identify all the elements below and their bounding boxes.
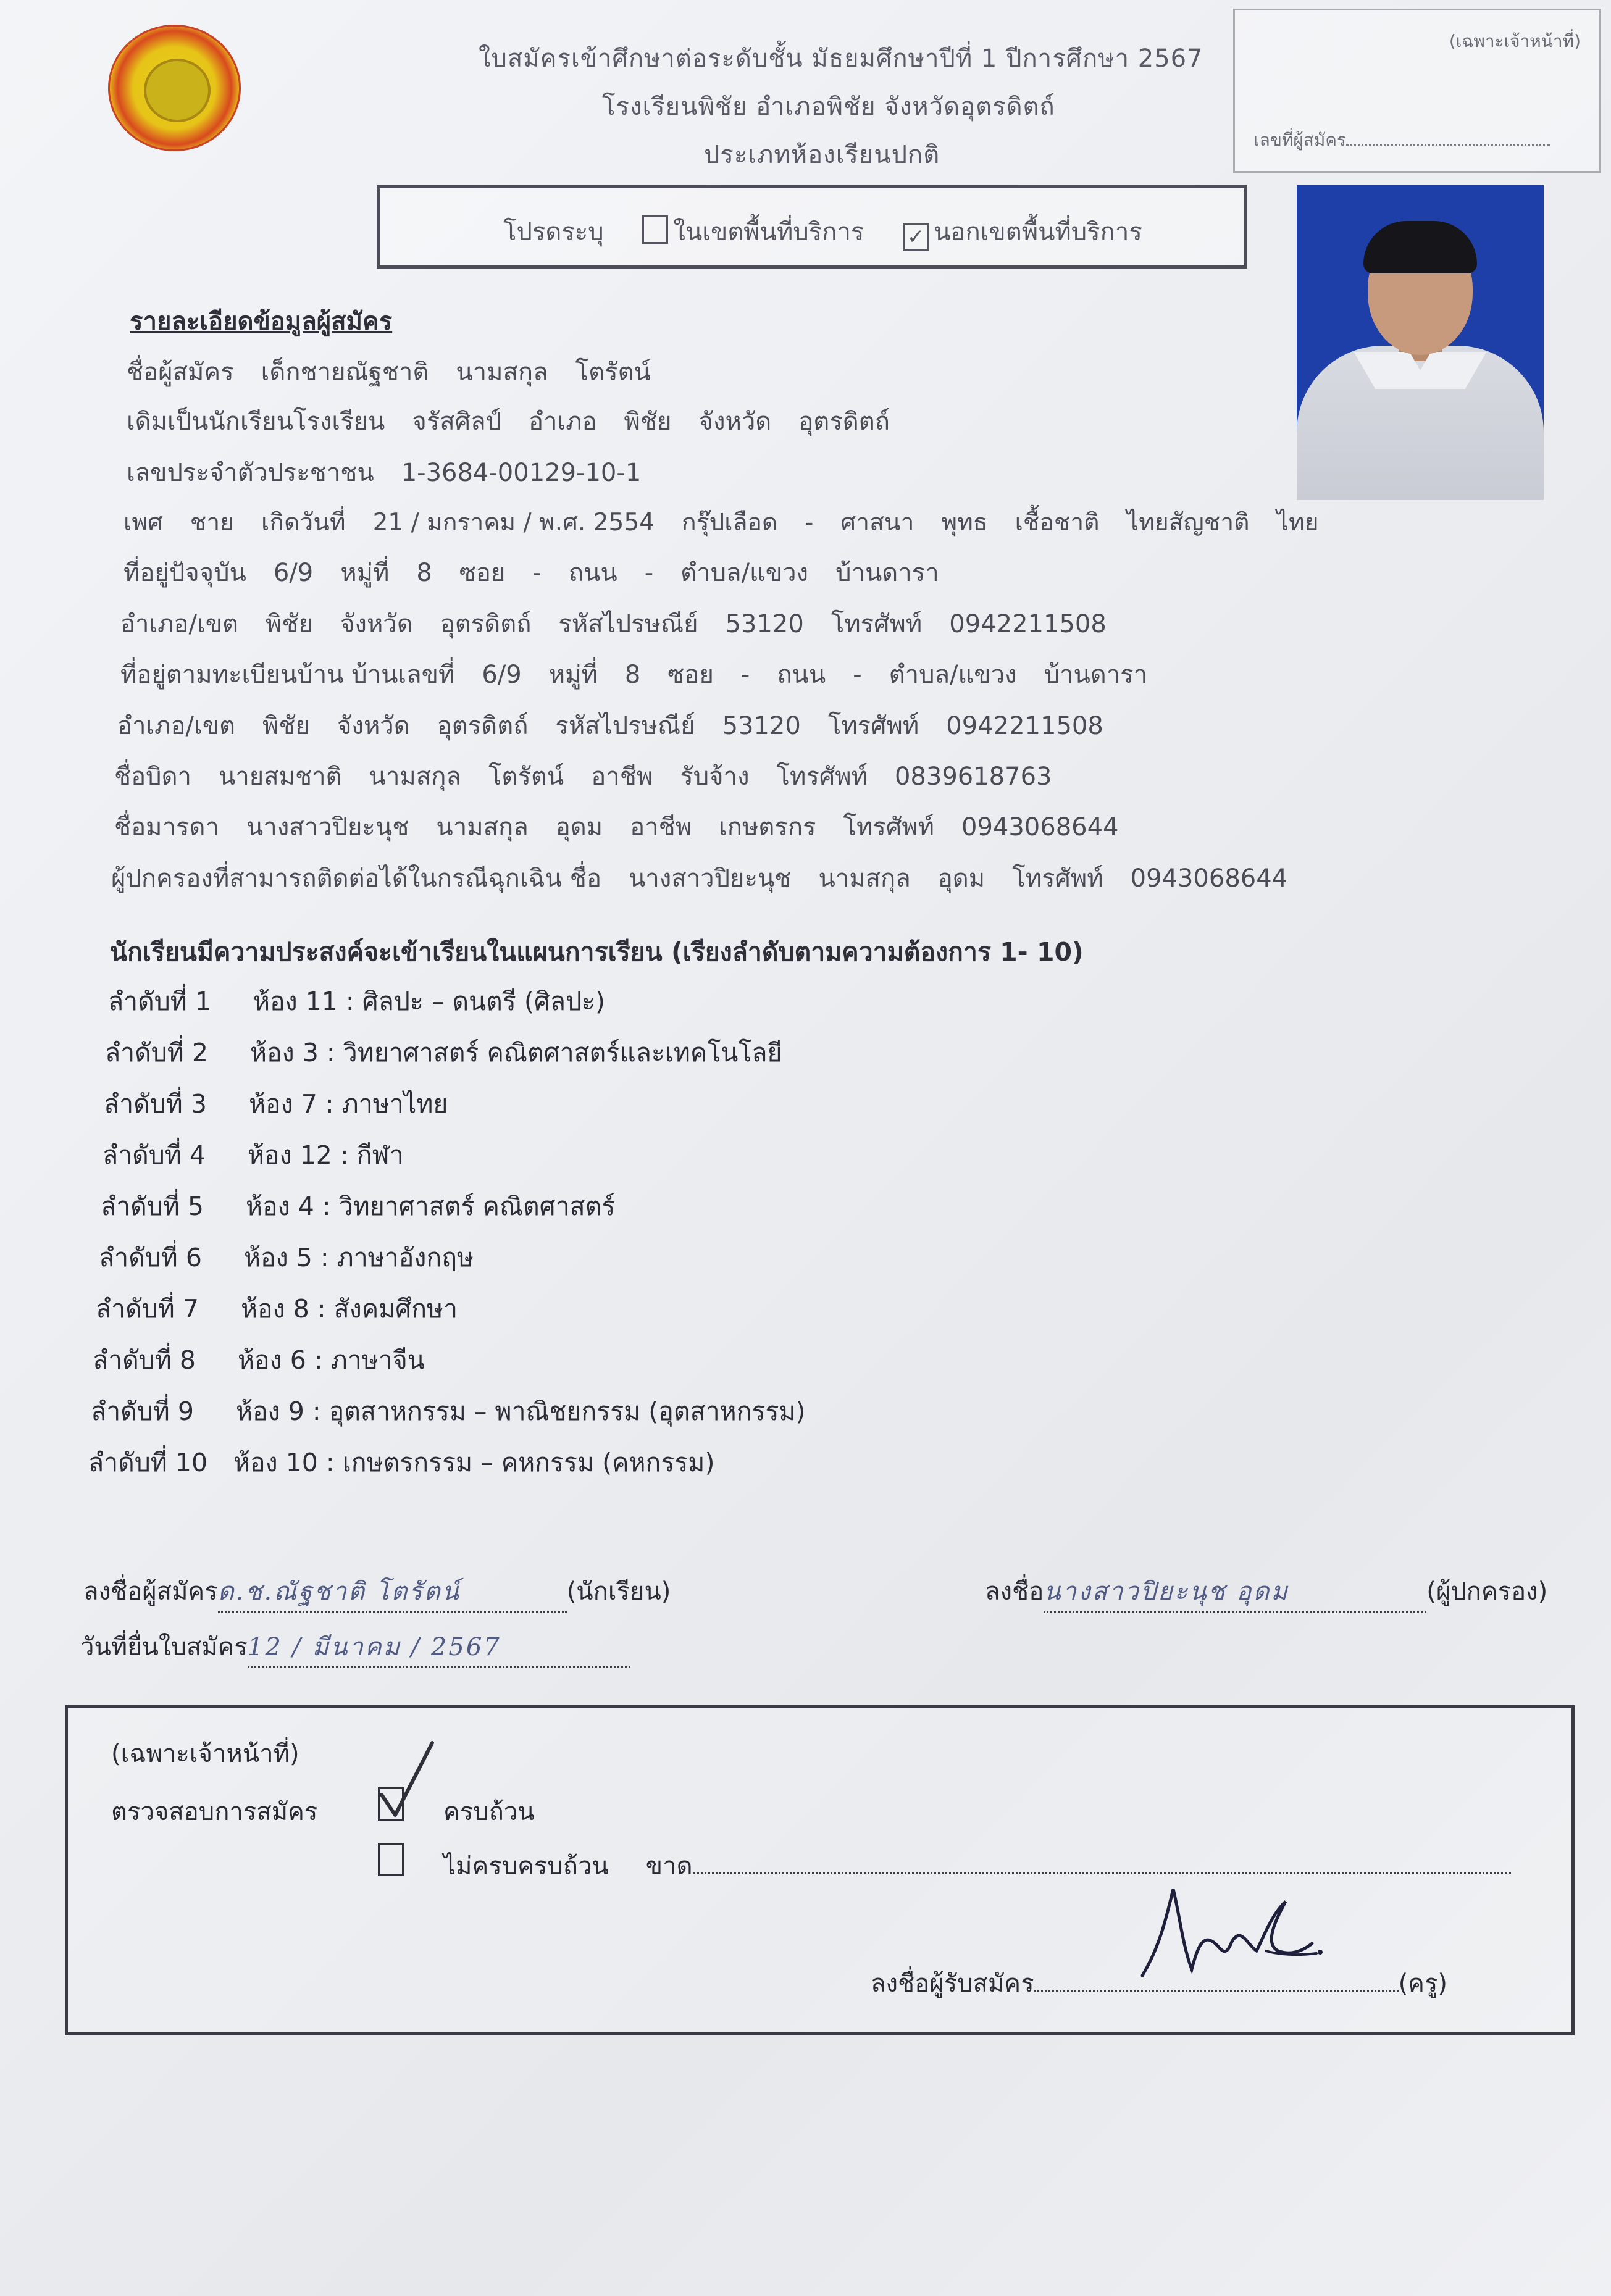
applicant-signature-row: ลงชื่อผู้สมัครด.ช.ณัฐชาติ โตรัตน์ (นักเรียน) [83,1571,671,1613]
out-zone-label: นอกเขตพื้นที่บริการ [934,218,1142,246]
preference-item [103,1135,404,1175]
applicant-name: เด็กชายณัฐชาติ [261,358,429,386]
applicant-surname: โตรัตน์ [575,358,651,386]
preference-room: ห้อง 5 : ภาษาอังกฤษ [244,1243,474,1272]
current-phone: 0942211508 [949,610,1107,638]
personal-info-row: เพศ ชาย เกิดวันที่ 21 / มกราคม / พ.ศ. 2554 กรุ๊ปเลือด - ศาสนา พุทธ เชื้อชาติ ไทยสัญชาติ ไทย [123,509,1319,536]
applicant-number-label: เลขที่ผู้สมัคร [1253,130,1347,150]
registered-address-row-1: ที่อยู่ตามทะเบียนบ้าน บ้านเลขที่ 6/9 หมู่ที่ 8 ซอย - ถนน - ตำบล/แขวง บ้านดารา [120,661,1148,689]
preference-rank: ลำดับที่ 8 [93,1345,196,1375]
school-seal-logo [108,25,241,151]
staff-use-label: (เฉพาะเจ้าหน้าที่) [111,1740,299,1768]
incomplete-checkbox[interactable] [378,1843,404,1876]
previous-school-row: เดิมเป็นนักเรียนโรงเรียน จรัสศิลป์ อำเภอ พิชัย จังหวัด อุตรดิตถ์ [127,407,890,436]
form-title: ใบสมัครเข้าศึกษาต่อระดับชั้น มัธยมศึกษาปีที่ 1 ปีการศึกษา 2567 [479,44,1203,73]
previous-school: จรัสศิลป์ [412,407,501,436]
preference-room: ห้อง 11 : ศิลปะ – ดนตรี (ศิลปะ) [253,987,606,1016]
guardian-name: นางสาวปิยะนุช [628,864,792,893]
preference-room: ห้อง 6 : ภาษาจีน [238,1345,425,1375]
office-use-label: (เฉพาะเจ้าหน้าที่) [1449,31,1581,51]
preference-rank: ลำดับที่ 1 [108,987,211,1016]
preference-room: ห้อง 12 : กีฬา [248,1140,404,1170]
preference-rank: ลำดับที่ 10 [88,1448,208,1477]
application-date-row: วันที่ยื่นใบสมัคร12 / มีนาคม / 2567 [80,1627,630,1668]
guardian-signature-row: ลงชื่อนางสาวปิยะนุช อุดม (ผู้ปกครอง) [985,1571,1547,1613]
preference-rank: ลำดับที่ 9 [91,1396,194,1426]
receiver-signature-row: ลงชื่อผู้รับสมัคร (ครู) [871,1969,1448,1998]
in-zone-label: ในเขตพื้นที่บริการ [673,218,864,246]
preference-item [91,1392,806,1432]
preference-item [88,1443,714,1483]
preference-room: ห้อง 8 : สังคมศึกษา [241,1294,458,1324]
school-line: โรงเรียนพิชัย อำเภอพิชัย จังหวัดอุตรดิตถ์ [602,93,1055,121]
preference-item [93,1340,425,1380]
application-date: 12 / มีนาคม / 2567 [247,1633,501,1661]
applicant-signature: ด.ช.ณัฐชาติ โตรัตน์ [217,1577,461,1606]
preference-rank: ลำดับที่ 4 [103,1140,206,1170]
guardian-row: ผู้ปกครองที่สามารถติดต่อได้ในกรณีฉุกเฉิน ชื่อ นางสาวปิยะนุช นามสกุล อุดม โทรศัพท์ 0943068644 [111,864,1288,893]
preference-item [105,1033,782,1073]
mother-row: ชื่อมารดา นางสาวปิยะนุช นามสกุล อุดม อาชีพ เกษตรกร โทรศัพท์ 0943068644 [114,813,1119,841]
preference-room: ห้อง 4 : วิทยาศาสตร์ คณิตศาสตร์ [246,1192,616,1221]
preference-item [101,1187,615,1227]
service-zone-box [377,185,1247,269]
preference-item [96,1289,458,1329]
checkmark-icon [370,1738,438,1831]
preference-item [108,982,605,1022]
mother-phone: 0943068644 [961,813,1119,841]
guardian-phone: 0943068644 [1130,864,1288,893]
father-phone: 0839618763 [894,762,1052,791]
missing-label: ขาด [645,1852,693,1881]
preference-room: ห้อง 9 : อุตสาหกรรม – พาณิชยกรรม (อุตสาหกรรม) [236,1396,806,1426]
father-name: นายสมชาติ [219,762,342,791]
preferences-title: นักเรียนมีความประสงค์จะเข้าเรียนในแผนการเรียน (เรียงลำดับตามความต้องการ 1- 10) [110,937,1084,967]
applicant-photo [1297,185,1544,500]
applicant-number-field[interactable] [1253,127,1550,154]
preference-item [104,1084,448,1124]
id-number-row: เลขประจำตัวประชาชน 1-3684-00129-10-1 [127,459,642,487]
applicant-name-row: ชื่อผู้สมัคร เด็กชายณัฐชาติ นามสกุล โตรัตน์ [127,358,651,386]
preference-rank: ลำดับที่ 6 [99,1243,202,1272]
registered-address-row-2: อำเภอ/เขต พิชัย จังหวัด อุตรดิตถ์ รหัสไปรษณีย์ 53120 โทรศัพท์ 0942211508 [117,712,1103,740]
id-number: 1-3684-00129-10-1 [401,459,642,487]
mother-name: นางสาวปิยะนุช [246,813,409,841]
out-zone-checkbox[interactable]: ✓ [903,223,929,251]
receiver-signature-mark [1124,1877,1328,1994]
office-use-box [1233,9,1601,173]
complete-label: ครบถ้วน [443,1798,535,1826]
current-address-row-2: อำเภอ/เขต พิชัย จังหวัด อุตรดิตถ์ รหัสไปรษณีย์ 53120 โทรศัพท์ 0942211508 [120,610,1107,638]
zone-prompt: โปรดระบุ [503,218,604,246]
guardian-signature: นางสาวปิยะนุช อุดม [1044,1577,1289,1606]
preference-room: ห้อง 10 : เกษตรกรรม – คหกรรม (คหกรรม) [233,1448,715,1477]
room-type: ประเภทห้องเรียนปกติ [704,141,940,169]
incomplete-row [443,1846,1511,1885]
preference-rank: ลำดับที่ 3 [104,1089,207,1119]
preference-item [99,1238,474,1278]
incomplete-label: ไม่ครบครบถ้วน [443,1852,609,1881]
preference-rank: ลำดับที่ 2 [105,1038,208,1067]
preference-room: ห้อง 7 : ภาษาไทย [249,1089,448,1119]
in-zone-checkbox[interactable] [642,215,668,244]
current-address-row-1: ที่อยู่ปัจจุบัน 6/9 หมู่ที่ 8 ซอย - ถนน - ตำบล/แขวง บ้านดารา [123,559,939,587]
applicant-section-title: รายละเอียดข้อมูลผู้สมัคร [130,307,393,336]
preference-rank: ลำดับที่ 5 [101,1192,204,1221]
birth-date: 21 / มกราคม / พ.ศ. 2554 [372,509,655,536]
verification-label: ตรวจสอบการสมัคร [111,1798,318,1826]
preference-room: ห้อง 3 : วิทยาศาสตร์ คณิตศาสตร์และเทคโนโลยี [250,1038,782,1067]
father-row: ชื่อบิดา นายสมชาติ นามสกุล โตรัตน์ อาชีพ รับจ้าง โทรศัพท์ 0839618763 [114,762,1052,791]
preference-rank: ลำดับที่ 7 [96,1294,199,1324]
